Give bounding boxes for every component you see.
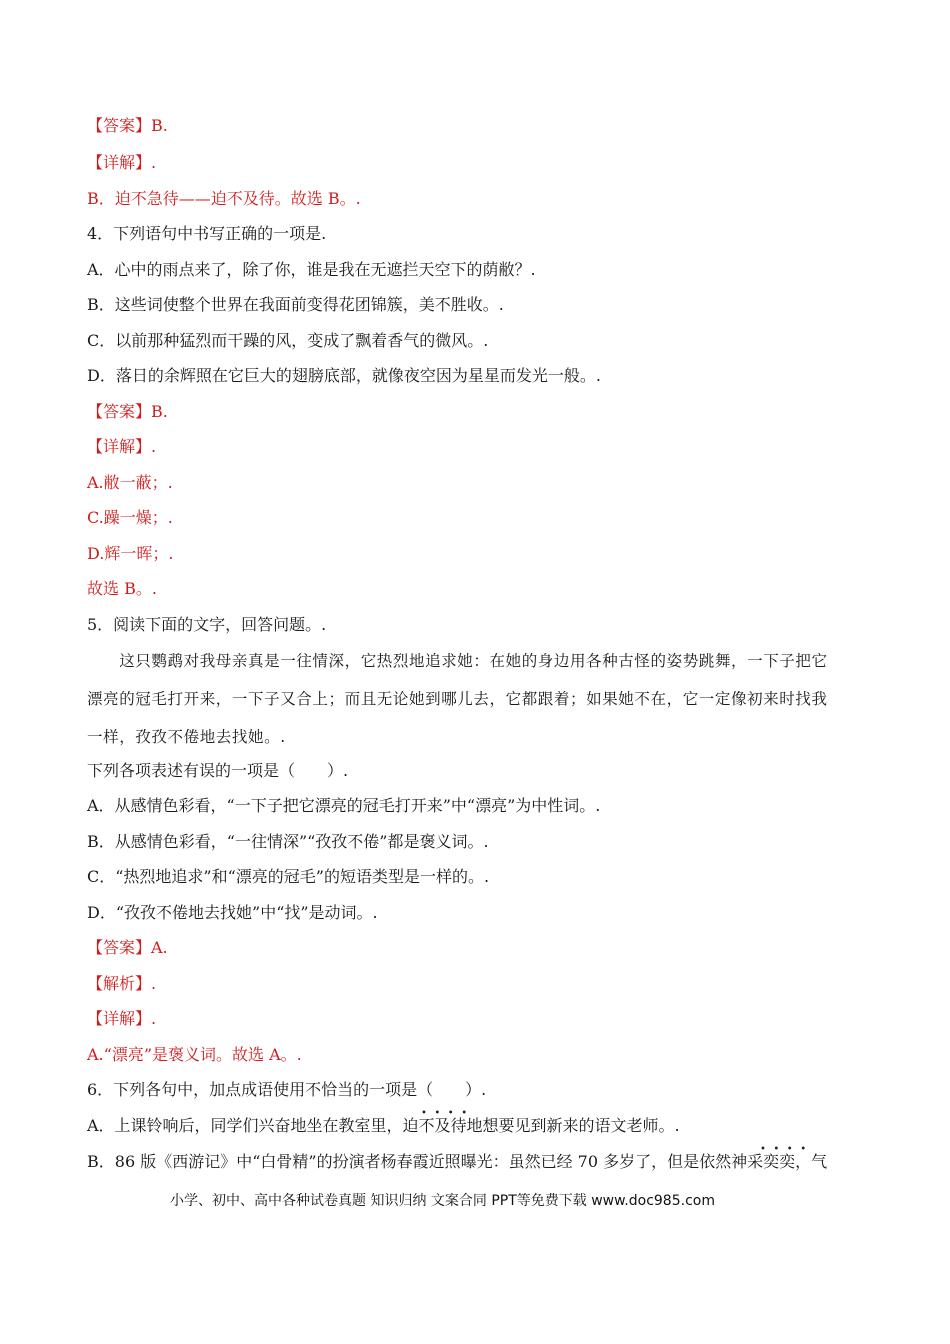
detail-4-d: D.辉一晖；. xyxy=(87,544,174,563)
emphasis-dots-q6-b: •••• xyxy=(760,1144,814,1155)
detail-5-label: 【详解】. xyxy=(87,1009,157,1028)
detail-4-label: 【详解】. xyxy=(87,437,157,456)
detail-3-body: B．迫不急待——迫不及待。故选 B。. xyxy=(87,189,361,208)
detail-3-label: 【详解】. xyxy=(87,153,157,172)
detail-5-body: A.“漂亮”是褒义词。故选 A。. xyxy=(87,1045,302,1064)
passage-line-2: 漂亮的冠毛打开来，一下子又合上；而且无论她到哪儿去，它都跟着；如果她不在，它一定像初来时找我 xyxy=(87,690,828,708)
q6-b: B．86 版《西游记》中“白骨精”的扮演者杨春霞近照曝光：虽然已经 70 多岁了，但是依然神采奕奕，气 xyxy=(87,1152,828,1171)
detail-4-c: C.躁一燥；. xyxy=(87,508,173,527)
answer-4: 【答案】B. xyxy=(87,402,168,421)
emphasis-dots-q6-a: •••• xyxy=(421,1108,475,1119)
q5-a: A．从感情色彩看，“一下子把它漂亮的冠毛打开来”中“漂亮”为中性词。. xyxy=(87,796,601,815)
q5-d: D．“孜孜不倦地去找她”中“找”是动词。. xyxy=(87,903,378,922)
q4-b: B．这些词使整个世界在我面前变得花团锦簇，美不胜收。. xyxy=(87,295,504,314)
q4-stem: 4．下列语句中书写正确的一项是. xyxy=(87,224,327,243)
q5-sub-stem: 下列各项表述有误的一项是（ ）. xyxy=(87,761,349,780)
q4-a: A．心中的雨点来了，除了你，谁是我在无遮拦天空下的荫敝？. xyxy=(87,260,536,279)
q5-b: B．从感情色彩看，“一往情深”“孜孜不倦”都是褒义词。. xyxy=(87,832,489,851)
detail-4-conclusion: 故选 B。. xyxy=(87,579,157,598)
q4-d: D．落日的余辉照在它巨大的翅膀底部，就像夜空因为星星而发光一般。. xyxy=(87,366,601,385)
answer-3: 【答案】B. xyxy=(87,116,168,135)
q4-c: C．以前那种猛烈而干躁的风，变成了飘着香气的微风。. xyxy=(87,331,489,350)
passage-line-1: 这只鹦鹉对我母亲真是一往情深，它热烈地追求她：在她的身边用各种古怪的姿势跳舞，一下子把它 xyxy=(87,652,828,670)
detail-4-a: A.敝一蔽；. xyxy=(87,473,173,492)
answer-5: 【答案】A. xyxy=(87,938,168,957)
q6-stem: 6．下列各句中，加点成语使用不恰当的一项是（ ）. xyxy=(87,1080,487,1099)
q5-stem: 5．阅读下面的文字，回答问题。. xyxy=(87,615,327,634)
q6-a: A．上课铃响后，同学们兴奋地坐在教室里，迫不及待地想要见到新来的语文老师。. xyxy=(87,1116,680,1135)
page-footer: 小学、初中、高中各种试卷真题 知识归纳 文案合同 PPT等免费下载 www.doc985.com xyxy=(170,1193,715,1209)
passage-line-3: 一样，孜孜不倦地去找她。. xyxy=(87,728,286,746)
analysis-5-label: 【解析】. xyxy=(87,974,157,993)
q5-c: C．“热烈地追求”和“漂亮的冠毛”的短语类型是一样的。. xyxy=(87,867,490,886)
